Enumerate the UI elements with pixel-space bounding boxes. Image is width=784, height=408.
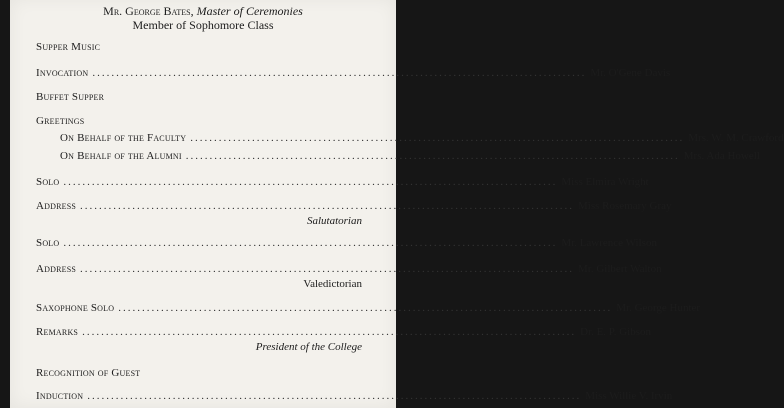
item-label: Address xyxy=(36,200,77,212)
program-page xyxy=(10,0,784,408)
mc-name: Mr. George Bates, xyxy=(103,4,194,18)
dot-leader: ........................................................................................................ xyxy=(80,263,575,275)
item-label: Buffet Supper xyxy=(36,91,105,103)
master-of-ceremonies-line xyxy=(10,4,396,18)
item-person: Miss Rosemary Gray xyxy=(578,200,672,212)
item-person: Mrs. W. M. Crawford xyxy=(688,132,784,144)
mc-class-line: Member of Sophomore Class xyxy=(132,18,274,32)
program-item-solo-1 xyxy=(36,175,649,189)
item-label: Induction xyxy=(36,390,84,402)
item-label: Solo xyxy=(36,237,60,249)
item-label: Recognition of Guest xyxy=(36,367,141,379)
item-label: Greetings xyxy=(36,115,85,127)
item-label: On Behalf of the Faculty xyxy=(60,132,187,144)
item-person: Mr. Lawrence Wilson xyxy=(561,237,657,249)
dot-leader: ........................................................................................................ xyxy=(63,237,558,249)
program-item-remarks xyxy=(36,325,651,339)
program-item-recognition xyxy=(36,366,362,380)
item-person: Miss Willie V. Irvin xyxy=(585,390,673,402)
program-item-invocation xyxy=(36,66,671,80)
program-item-address-1 xyxy=(36,199,672,213)
item-label: Supper Music xyxy=(36,41,101,53)
item-person-title: Salutatorian xyxy=(306,215,362,227)
item-label: Remarks xyxy=(36,326,79,338)
item-person: Dr. E. P. Gibson xyxy=(580,326,651,338)
program-header xyxy=(10,4,396,32)
dot-leader: ........................................................................................................ xyxy=(185,150,680,162)
program-item-saxophone-solo xyxy=(36,301,701,315)
item-label: Solo xyxy=(36,176,60,188)
dot-leader: ........................................................................................................ xyxy=(87,390,582,402)
dot-leader: ........................................................................................................ xyxy=(118,302,613,314)
program-item-greeting-alumni xyxy=(60,149,760,163)
program-item-buffet-supper xyxy=(36,90,362,104)
dot-leader: ........................................................................................................ xyxy=(80,200,575,212)
item-person: Mr. O'Gene Davis xyxy=(590,67,671,79)
program-item-solo-2 xyxy=(36,236,657,250)
dot-leader: ........................................................................................................ xyxy=(190,132,685,144)
program-item-supper-music xyxy=(36,40,362,54)
item-person: Mr. Gilbert Walton xyxy=(578,263,662,275)
dot-leader: ........................................................................................................ xyxy=(92,67,587,79)
mc-role: Master of Ceremonies xyxy=(196,4,303,18)
item-label: Address xyxy=(36,263,77,275)
dot-leader: ........................................................................................................ xyxy=(82,326,577,338)
program-item-greeting-faculty xyxy=(60,131,784,145)
program-item-greetings xyxy=(36,114,362,128)
item-label: On Behalf of the Alumni xyxy=(60,150,182,162)
item-person: Mrs. Ada Howell xyxy=(683,150,760,162)
program-item-address-2 xyxy=(36,262,662,276)
item-label: Saxophone Solo xyxy=(36,302,115,314)
item-label: Invocation xyxy=(36,67,89,79)
dot-leader: ........................................................................................................ xyxy=(63,176,558,188)
program-item-induction xyxy=(36,389,673,403)
item-person: Miss Elmira Wright xyxy=(561,176,649,188)
item-person: Mr. George Hunter xyxy=(616,302,701,314)
item-person-title: Valedictorian xyxy=(303,278,362,290)
item-person-title: President of the College xyxy=(255,341,362,353)
